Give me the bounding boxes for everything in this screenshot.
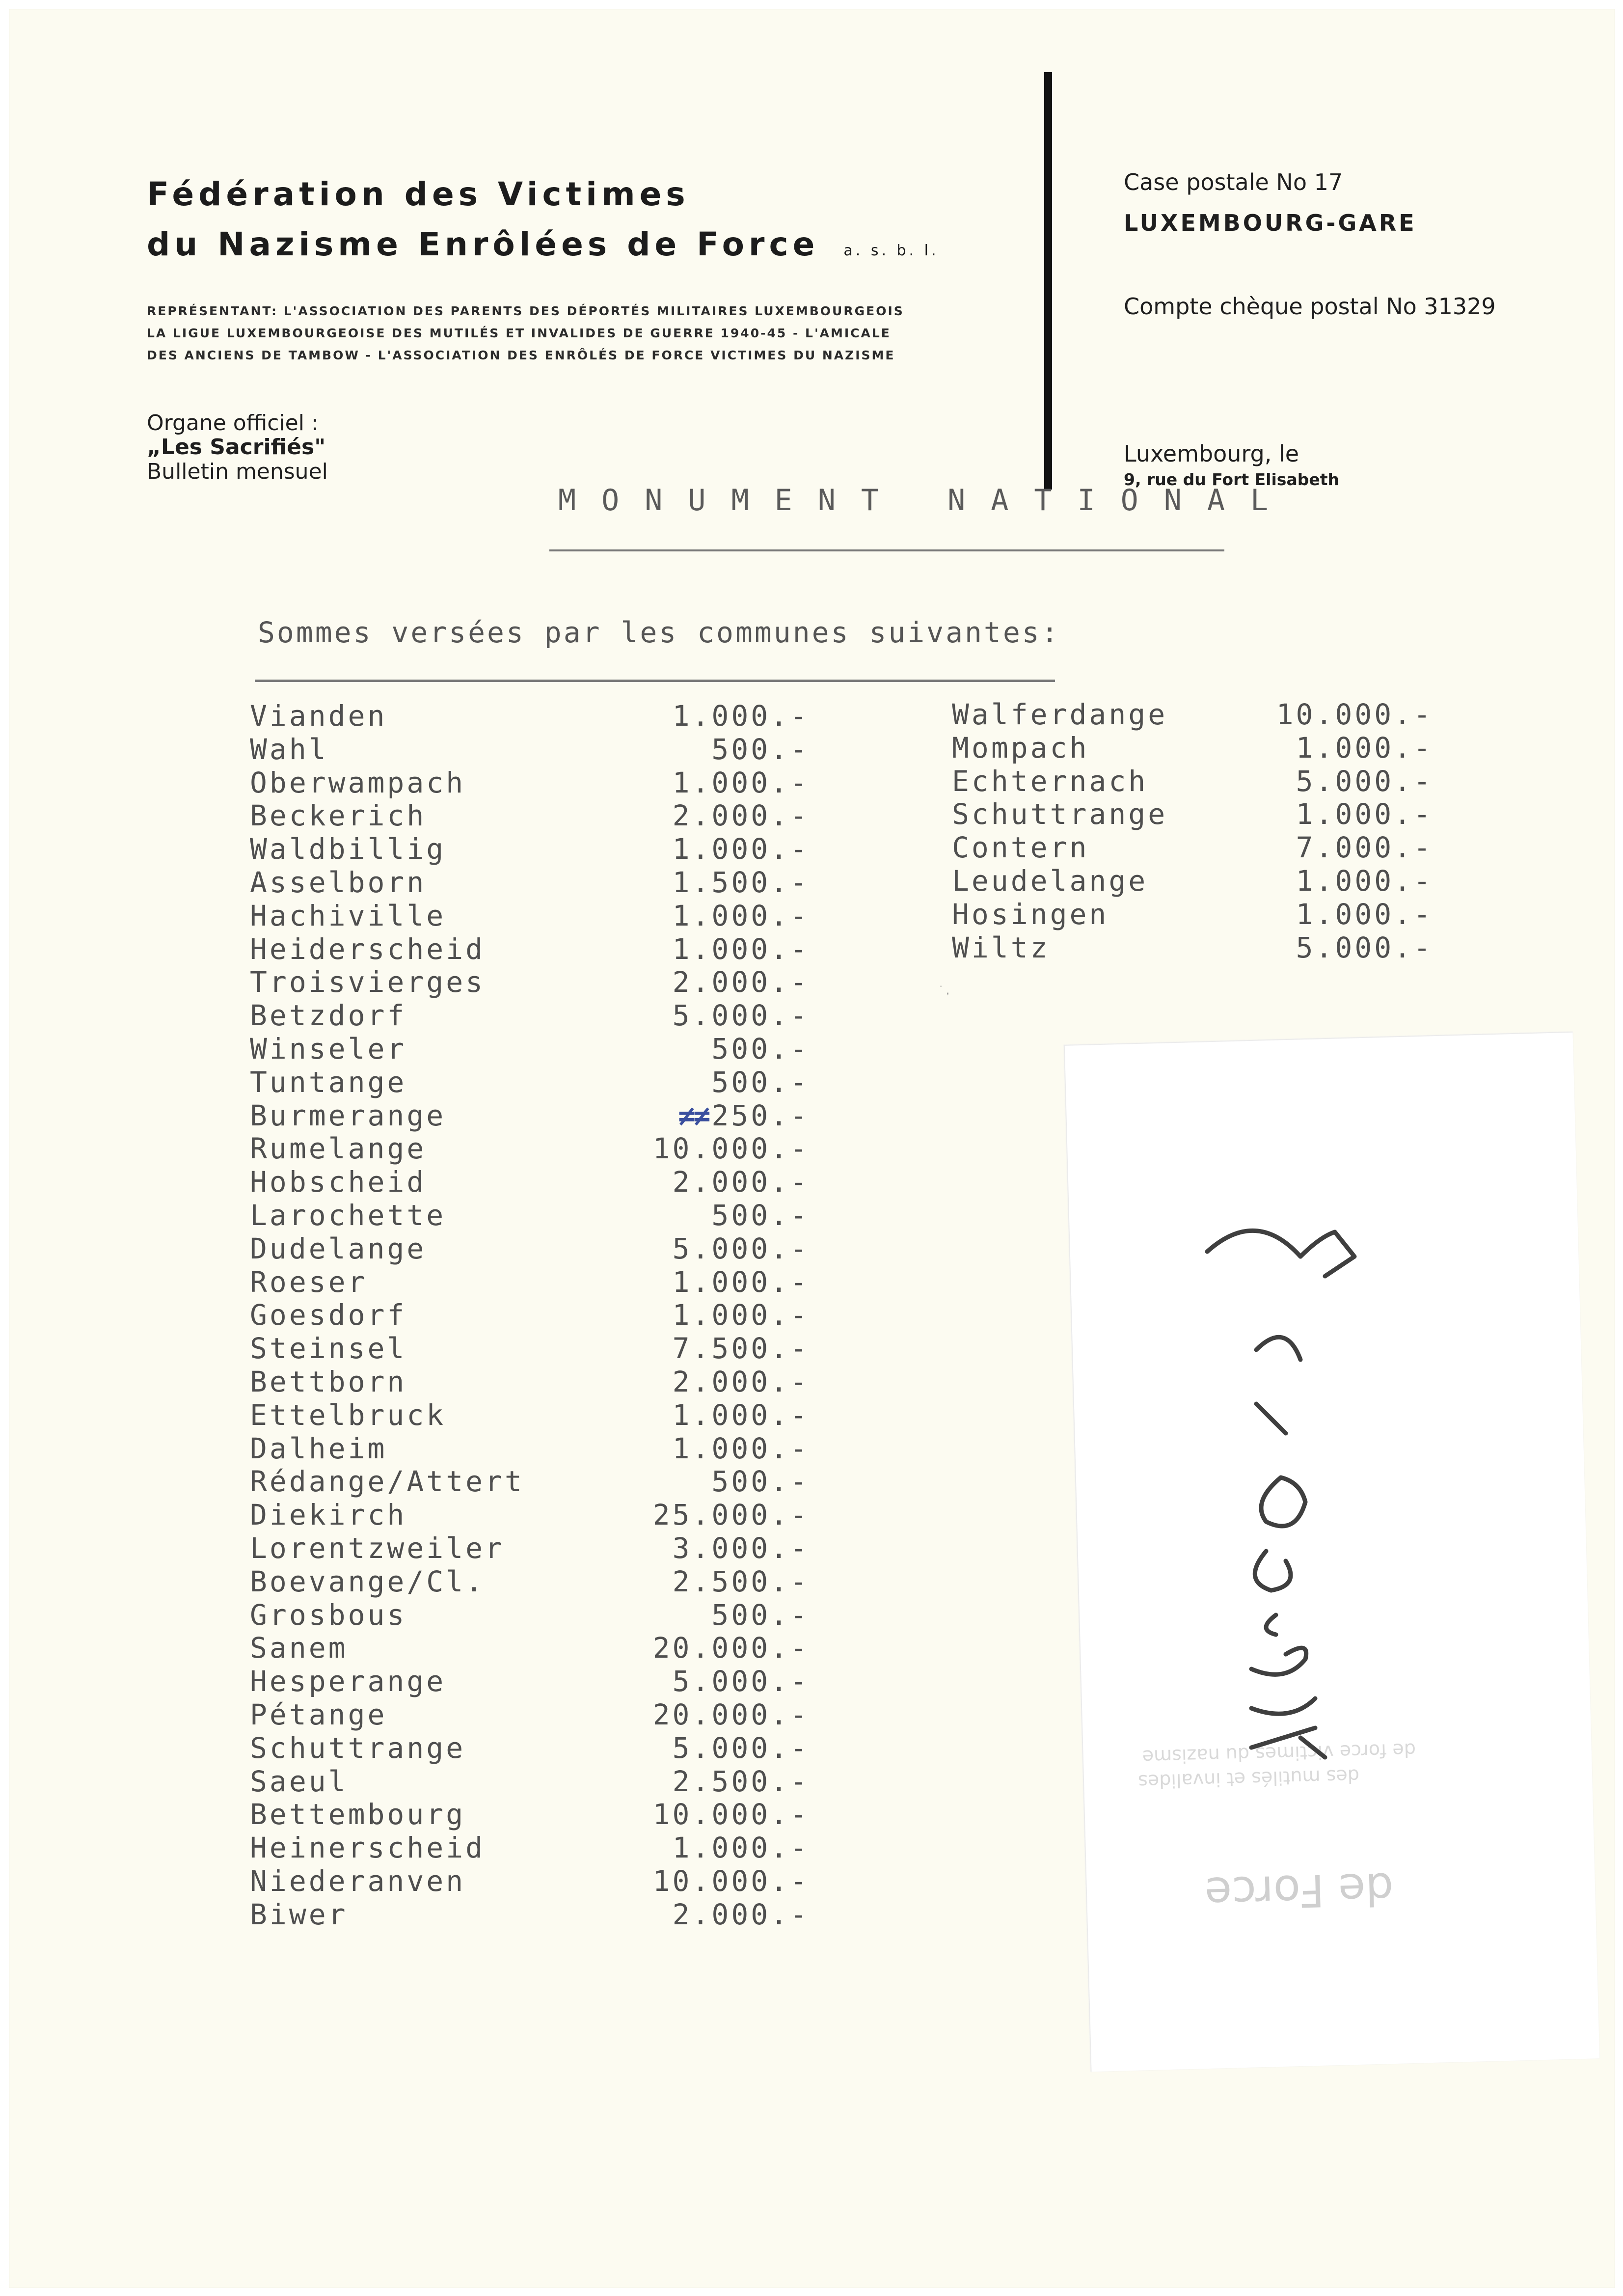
commune-amount	[711, 1066, 810, 1099]
commune-amount	[673, 1365, 810, 1398]
amount-value: 2.000.-	[672, 1365, 810, 1398]
commune-name: Dalheim	[250, 1431, 387, 1465]
commune-amount	[1296, 765, 1433, 798]
commune-name: Walferdange	[952, 698, 1168, 731]
table-row	[952, 931, 1433, 963]
amount-value: 1.000.-	[1296, 731, 1433, 765]
commune-amount	[653, 1132, 810, 1165]
commune-name: Hosingen	[952, 897, 1109, 931]
commune-amount	[678, 1099, 810, 1132]
amount-value: 1.000.-	[672, 1431, 810, 1465]
letterhead-divider	[1044, 72, 1052, 490]
commune-name: Winseler	[250, 1032, 407, 1066]
bleed-through-text-3: de Force	[1204, 1862, 1394, 1919]
table-row	[952, 698, 1433, 730]
commune-amount	[673, 1432, 810, 1465]
commune-amount	[1296, 864, 1433, 898]
commune-amount	[653, 1798, 810, 1831]
amount-value: 2.500.-	[672, 1764, 810, 1798]
commune-amount	[673, 1665, 810, 1698]
representant-line-3: DES ANCIENS DE TAMBOW - L'ASSOCIATION DES ENRÔLÉS DE FORCE VICTIMES DU NAZISME	[147, 348, 895, 362]
organe-type: Bulletin mensuel	[147, 459, 328, 484]
table-row	[250, 1332, 810, 1364]
commune-amount	[673, 1765, 810, 1798]
place-date: Luxembourg, le	[1124, 440, 1299, 467]
table-row	[250, 1232, 810, 1264]
table-row	[250, 1598, 810, 1631]
document-sheet	[9, 9, 1615, 2288]
commune-amount	[1296, 931, 1433, 964]
amount-value: 3.000.-	[672, 1531, 810, 1565]
commune-name: Vianden	[250, 699, 387, 733]
commune-name: Bettembourg	[250, 1798, 466, 1831]
commune-name: Goesdorf	[250, 1298, 407, 1332]
commune-name: Steinsel	[250, 1332, 407, 1366]
table-row	[250, 1032, 810, 1065]
organe-label: Organe officiel :	[147, 410, 319, 436]
commune-name: Boevange/Cl.	[250, 1564, 486, 1598]
heading-underline	[549, 549, 1224, 551]
table-row	[250, 1898, 810, 1930]
amount-value: 5.000.-	[672, 1231, 810, 1265]
amount-value: 500.-	[711, 1598, 810, 1632]
representant-line-1: REPRÉSENTANT: L'ASSOCIATION DES PARENTS DES DÉPORTÉS MILITAIRES LUXEMBOURGEOIS	[147, 304, 904, 318]
commune-name: Betzdorf	[250, 999, 407, 1033]
commune-name: Contern	[952, 831, 1089, 865]
amount-value: 20.000.-	[652, 1698, 810, 1731]
table-row	[250, 999, 810, 1031]
amount-value: 1.000.-	[1296, 797, 1433, 831]
intro-text: Sommes versées par les communes suivantes:	[258, 616, 1060, 649]
commune-amount	[673, 1531, 810, 1565]
table-row	[952, 831, 1433, 863]
commune-name: Heinerscheid	[250, 1831, 486, 1865]
commune-name: Wiltz	[952, 930, 1050, 964]
amount-value: 2.000.-	[672, 965, 810, 999]
table-row	[250, 1099, 810, 1131]
amount-value: 500.-	[711, 1032, 810, 1066]
commune-name: Schuttrange	[952, 797, 1168, 831]
amount-value: 1.000.-	[1296, 897, 1433, 931]
commune-amount	[1296, 831, 1433, 864]
amount-value: 10.000.-	[652, 1798, 810, 1831]
org-title-line2	[147, 225, 939, 263]
amount-value: 7.000.-	[1296, 831, 1433, 865]
intro-underline	[255, 680, 1055, 682]
commune-name: Saeul	[250, 1764, 348, 1798]
commune-amount	[673, 1398, 810, 1432]
amount-value: 500.-	[711, 1199, 810, 1232]
amount-value: 5.000.-	[672, 1665, 810, 1698]
commune-amount	[653, 1698, 810, 1731]
amount-value: 1.000.-	[672, 899, 810, 932]
commune-amount	[1276, 698, 1433, 731]
amount-value: 10.000.-	[652, 1864, 810, 1898]
commune-name: Asselborn	[250, 866, 427, 899]
amount-value: 1.000.-	[1296, 864, 1433, 898]
amount-value: 1.500.-	[672, 866, 810, 899]
commune-amount	[673, 1898, 810, 1931]
commune-name: Oberwampach	[250, 765, 466, 799]
commune-amount	[673, 799, 810, 832]
commune-amount	[673, 832, 810, 866]
commune-name: Lorentzweiler	[250, 1531, 505, 1565]
commune-name: Beckerich	[250, 799, 427, 833]
commune-amount	[1296, 731, 1433, 765]
commune-name: Roeser	[250, 1265, 368, 1299]
commune-amount	[673, 1565, 810, 1598]
amount-value: 500.-	[711, 732, 810, 766]
table-row	[250, 766, 810, 798]
commune-amount	[711, 1032, 810, 1066]
heading-monument-national: MONUMENT NATIONAL	[558, 483, 1294, 518]
case-postale: Case postale No 17	[1124, 169, 1343, 195]
commune-amount	[711, 1465, 810, 1498]
amount-value: 2.000.-	[672, 1165, 810, 1199]
table-row	[250, 1864, 810, 1897]
table-row	[250, 1265, 810, 1298]
amount-value: 20.000.-	[652, 1631, 810, 1665]
commune-amount	[673, 899, 810, 932]
commune-amount	[711, 1199, 810, 1232]
amount-value: 5.000.-	[672, 999, 810, 1033]
organe-block	[147, 411, 328, 484]
amount-value: 1.000.-	[672, 932, 810, 966]
table-row	[250, 733, 810, 765]
bleed-through-text-1: de force victimes du nazisme	[1142, 1739, 1416, 1768]
commune-amount	[673, 1332, 810, 1365]
commune-amount	[711, 1598, 810, 1632]
commune-amount	[673, 766, 810, 799]
stray-mark: ˙ ,	[940, 984, 949, 996]
amount-value: 1.000.-	[672, 1298, 810, 1332]
commune-amount	[673, 1232, 810, 1265]
commune-amount	[673, 1298, 810, 1332]
table-row	[250, 1398, 810, 1431]
asbl-label: a. s. b. l.	[843, 242, 939, 259]
commune-amount	[673, 1831, 810, 1864]
amount-value: 1.000.-	[672, 832, 810, 866]
commune-amount	[673, 932, 810, 966]
commune-name: Larochette	[250, 1199, 446, 1232]
amount-value: 7.500.-	[672, 1332, 810, 1366]
table-row	[250, 866, 810, 898]
commune-name: Ettelbruck	[250, 1398, 446, 1432]
commune-name: Rédange/Attert	[250, 1465, 524, 1499]
table-row	[250, 1698, 810, 1730]
table-row	[250, 1665, 810, 1697]
table-row	[250, 965, 810, 998]
commune-name: Rumelange	[250, 1132, 427, 1166]
table-row	[250, 1465, 810, 1497]
commune-amount	[673, 1731, 810, 1765]
org-title-line2-text: du Nazisme Enrôlées de Force	[147, 225, 819, 263]
table-row	[250, 1432, 810, 1464]
table-row	[250, 832, 810, 865]
table-row	[250, 1132, 810, 1164]
commune-name: Schuttrange	[250, 1731, 466, 1765]
amount-value: 5.000.-	[1296, 930, 1433, 964]
amount-value: 10.000.-	[1276, 698, 1433, 731]
commune-amount	[711, 733, 810, 766]
table-row	[250, 1565, 810, 1597]
amount-value: 2.500.-	[672, 1564, 810, 1598]
table-row	[250, 932, 810, 965]
commune-amount	[1296, 797, 1433, 831]
amount-value: 25.000.-	[652, 1498, 810, 1532]
amount-value: 250.-	[711, 1098, 810, 1132]
amount-value: 500.-	[711, 1065, 810, 1099]
commune-amount	[673, 1265, 810, 1299]
commune-name: Grosbous	[250, 1598, 407, 1632]
commune-amount	[673, 965, 810, 999]
commune-amount	[653, 1631, 810, 1665]
amount-value: 1.000.-	[672, 699, 810, 733]
commune-name: Echternach	[952, 764, 1148, 798]
commune-name: Troisvierges	[250, 965, 486, 999]
amount-value: 1.000.-	[672, 1265, 810, 1299]
commune-name: Niederanven	[250, 1864, 466, 1898]
amount-value: 1.000.-	[672, 1831, 810, 1865]
commune-name: Hesperange	[250, 1665, 446, 1698]
table-row	[250, 1066, 810, 1098]
commune-amount	[673, 1165, 810, 1199]
amount-value: 5.000.-	[1296, 764, 1433, 798]
commune-name: Waldbillig	[250, 832, 446, 866]
table-row	[250, 699, 810, 732]
commune-amount	[1296, 898, 1433, 931]
table-row	[250, 899, 810, 931]
table-row	[250, 1365, 810, 1397]
city-label: LUXEMBOURG-GARE	[1124, 210, 1417, 236]
table-row	[250, 1165, 810, 1198]
table-row	[250, 1631, 810, 1664]
commune-amount	[653, 1864, 810, 1898]
representant-line-2: LA LIGUE LUXEMBOURGEOISE DES MUTILÉS ET INVALIDES DE GUERRE 1940-45 - L'AMICALE	[147, 326, 891, 340]
compte-cheque: Compte chèque postal No 31329	[1124, 293, 1496, 320]
table-row	[250, 1298, 810, 1331]
commune-name: Bettborn	[250, 1365, 407, 1398]
amount-value: 5.000.-	[672, 1731, 810, 1765]
table-row	[250, 1498, 810, 1531]
table-row	[250, 799, 810, 831]
table-row	[250, 1531, 810, 1564]
commune-name: Heiderscheid	[250, 932, 486, 966]
table-row	[952, 864, 1433, 897]
table-row	[952, 765, 1433, 797]
amount-value: 10.000.-	[652, 1132, 810, 1166]
amount-value: 1.000.-	[672, 765, 810, 799]
table-row	[952, 898, 1433, 930]
commune-name: Leudelange	[952, 864, 1148, 898]
commune-name: Mompach	[952, 731, 1089, 765]
table-row	[952, 797, 1433, 830]
table-row	[250, 1831, 810, 1863]
commune-amount	[673, 699, 810, 733]
amount-value: 2.000.-	[672, 799, 810, 833]
table-row	[952, 731, 1433, 764]
ink-correction-mark: ≠≠	[678, 1098, 709, 1132]
table-row	[250, 1199, 810, 1231]
commune-amount	[673, 866, 810, 899]
commune-name: Pétange	[250, 1698, 387, 1731]
address: 9, rue du Fort Elisabeth	[1124, 470, 1339, 489]
commune-name: Diekirch	[250, 1498, 407, 1532]
table-row	[250, 1765, 810, 1797]
handwritten-total	[1178, 1198, 1384, 1802]
amount-value: 1.000.-	[672, 1398, 810, 1432]
org-title-line1: Fédération des Victimes	[147, 175, 690, 213]
commune-name: Hobscheid	[250, 1165, 427, 1199]
commune-name: Hachiville	[250, 899, 446, 932]
commune-amount	[673, 999, 810, 1032]
commune-name: Burmerange	[250, 1098, 446, 1132]
commune-name: Tuntange	[250, 1065, 407, 1099]
commune-name: Wahl	[250, 732, 328, 766]
amount-value: 500.-	[711, 1465, 810, 1499]
table-row	[250, 1798, 810, 1830]
commune-amount	[653, 1498, 810, 1531]
commune-name: Dudelange	[250, 1231, 427, 1265]
commune-name: Sanem	[250, 1631, 348, 1665]
bleed-through-text-2: des mutilés et invalides	[1137, 1765, 1360, 1793]
amount-value: 2.000.-	[672, 1897, 810, 1931]
organe-name: „Les Sacrifiés"	[147, 435, 326, 460]
commune-name: Biwer	[250, 1897, 348, 1931]
table-row	[250, 1731, 810, 1764]
